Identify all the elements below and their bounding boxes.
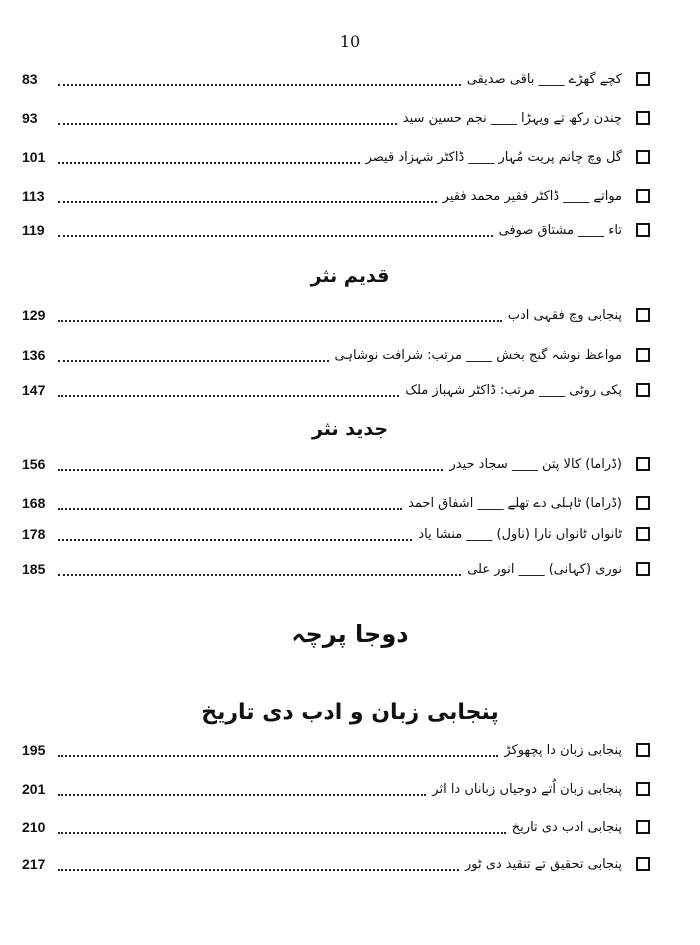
dot-leader (58, 72, 461, 86)
checkbox-icon (636, 308, 650, 322)
part-heading: دوجا پرچہ (291, 620, 409, 648)
dot-leader (58, 743, 498, 757)
toc-title: کچے گھڑے ____ باقی صدیقی (466, 71, 622, 87)
toc-entry (22, 106, 650, 130)
dot-leader (58, 457, 443, 471)
toc-page: 113 (22, 188, 45, 204)
toc-entry (22, 738, 650, 762)
checkbox-icon (636, 383, 650, 397)
toc-entry (22, 777, 650, 801)
checkbox-icon (636, 782, 650, 796)
checkbox-icon (636, 72, 650, 86)
toc-page: 119 (22, 222, 45, 238)
toc-title: ٹانواں ٹانواں تارا (ناول) ____ منشا یاد (418, 526, 622, 542)
toc-title: (ڈراما) ٹاہلی دے تھلے ____ اشفاق احمد (408, 495, 622, 511)
checkbox-icon (636, 111, 650, 125)
toc-page: 168 (22, 495, 46, 511)
toc-page: 195 (22, 742, 46, 758)
toc-page: 83 (22, 71, 38, 87)
toc-title: پنجابی زبان دا پچھوکڑ (504, 742, 622, 758)
toc-entry (22, 67, 650, 91)
checkbox-icon (636, 348, 650, 362)
toc-entry (22, 303, 650, 327)
checkbox-icon (636, 820, 650, 834)
toc-page: 217 (22, 856, 46, 872)
toc-page: 156 (22, 456, 46, 472)
toc-entry (22, 343, 650, 367)
dot-leader (58, 150, 360, 164)
checkbox-icon (636, 562, 650, 576)
toc-entry (22, 452, 650, 476)
dot-leader (58, 857, 459, 871)
toc-title: مواتے ____ ڈاکٹر فقیر محمد فقیر (442, 188, 622, 204)
toc-title: پنجابی ادب دی تاریخ (511, 819, 622, 835)
toc-title: پنجابی وچ فقہی ادب (507, 307, 622, 323)
toc-entry (22, 522, 650, 546)
toc-page: 129 (22, 307, 46, 323)
dot-leader (58, 562, 461, 576)
toc-entry (22, 184, 650, 208)
section-heading: جدید نثر (311, 418, 389, 440)
toc-title: گل وچ چانم پریت مُہار ____ ڈاکٹر شہزاد قیصر (365, 149, 622, 165)
toc-title: پکی روٹی ____ مرتب: ڈاکٹر شہباز ملک (405, 382, 622, 398)
toc-entry (22, 491, 650, 515)
toc-page: 178 (22, 526, 46, 542)
checkbox-icon (636, 857, 650, 871)
checkbox-icon (636, 189, 650, 203)
toc-page: 93 (22, 110, 38, 126)
toc-entry (22, 378, 650, 402)
checkbox-icon (636, 527, 650, 541)
toc-title: نوری (کہانی) ____ انور علی (467, 561, 622, 577)
dot-leader (58, 189, 437, 203)
toc-title: پنجابی تحقیق تے تنقید دی ٹور (464, 856, 622, 872)
checkbox-icon (636, 223, 650, 237)
toc-entry (22, 145, 650, 169)
checkbox-icon (636, 743, 650, 757)
dot-leader (58, 496, 402, 510)
toc-title: مواعظ نوشہ گنج بخش ____ مرتب: شرافت نوشاہی (334, 347, 622, 363)
checkbox-icon (636, 150, 650, 164)
page-number: 10 (339, 32, 361, 51)
section-heading: پنجابی زبان و ادب دی تاریخ (201, 700, 499, 725)
toc-entry (22, 852, 650, 876)
toc-title: چندن رکھ تے ویہڑا ____ نجم حسین سید (402, 110, 622, 126)
toc-entry (22, 815, 650, 839)
toc-title: (ڈراما) کالا پتن ____ سجاد حیدر (449, 456, 622, 472)
dot-leader (58, 782, 426, 796)
toc-title: پنجابی زبان اُتے دوجیاں زباناں دا اثر (432, 781, 622, 797)
toc-entry (22, 557, 650, 581)
dot-leader (58, 383, 399, 397)
toc-page: 210 (22, 819, 46, 835)
toc-title: تاء ____ مشتاق صوفی (498, 222, 622, 238)
dot-leader (58, 527, 412, 541)
section-heading: قدیم نثر (310, 265, 390, 287)
toc-entry (22, 218, 650, 242)
dot-leader (58, 223, 493, 237)
checkbox-icon (636, 496, 650, 510)
toc-page: 201 (22, 781, 46, 797)
dot-leader (58, 348, 329, 362)
toc-page: 147 (22, 382, 46, 398)
toc-page: 136 (22, 347, 46, 363)
toc-page: 185 (22, 561, 46, 577)
checkbox-icon (636, 457, 650, 471)
dot-leader (58, 820, 506, 834)
dot-leader (58, 111, 397, 125)
dot-leader (58, 308, 502, 322)
toc-page: 101 (22, 149, 46, 165)
